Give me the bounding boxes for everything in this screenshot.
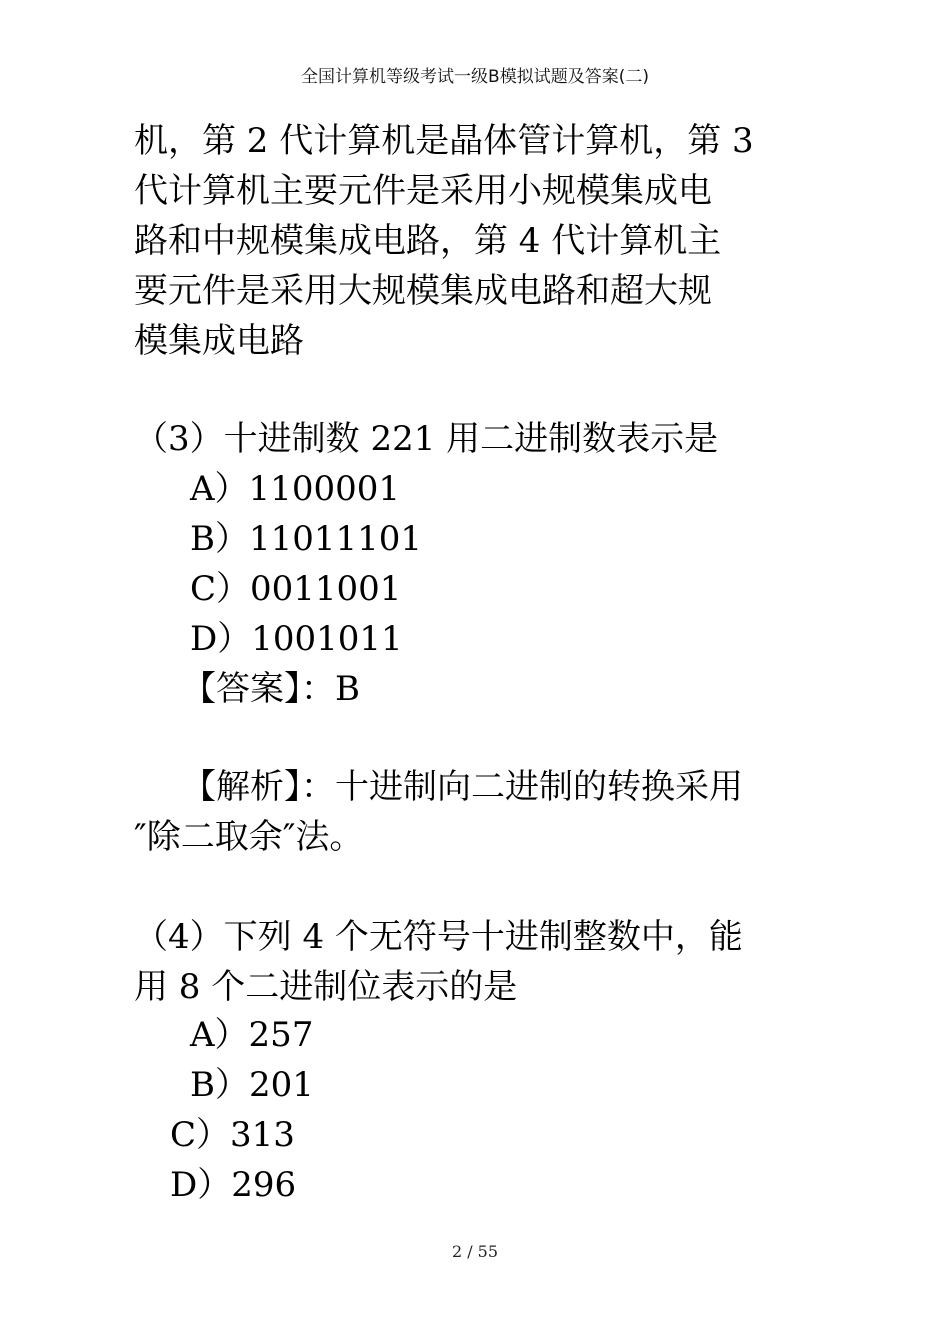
question-3-analysis-line: ″除二取余″法。	[134, 817, 364, 857]
question-3-option-a: A）1100001	[190, 469, 400, 509]
paragraph-line: 机，第 2 代计算机是晶体管计算机，第 3	[134, 121, 754, 161]
question-4-stem-line: （4）下列 4 个无符号十进制整数中，能	[134, 917, 743, 957]
question-3-stem: （3）十进制数 221 用二进制数表示是	[134, 419, 719, 459]
question-4-option-d: D）296	[170, 1165, 297, 1205]
paragraph-line: 要元件是采用大规模集成电路和超大规	[134, 271, 712, 311]
question-4-stem-line: 用 8 个二进制位表示的是	[134, 967, 518, 1007]
question-3-answer: 【答案】：B	[182, 669, 360, 709]
question-3-analysis-line: 【解析】：十进制向二进制的转换采用	[182, 767, 743, 807]
question-3-option-c: C）0011001	[190, 569, 402, 609]
question-3-option-b: B）11011101	[190, 519, 423, 559]
question-4-option-c: C）313	[170, 1115, 295, 1155]
paragraph-line: 路和中规模集成电路，第 4 代计算机主	[134, 221, 722, 261]
document-header-title: 全国计算机等级考试一级B模拟试题及答案(二)	[301, 67, 649, 87]
question-3-option-d: D）1001011	[190, 619, 403, 659]
paragraph-line: 代计算机主要元件是采用小规模集成电	[134, 171, 712, 211]
question-4-option-a: A）257	[190, 1015, 314, 1055]
question-4-option-b: B）201	[190, 1065, 314, 1105]
paragraph-line: 模集成电路	[134, 321, 304, 361]
page-number: 2 / 55	[451, 1242, 499, 1261]
